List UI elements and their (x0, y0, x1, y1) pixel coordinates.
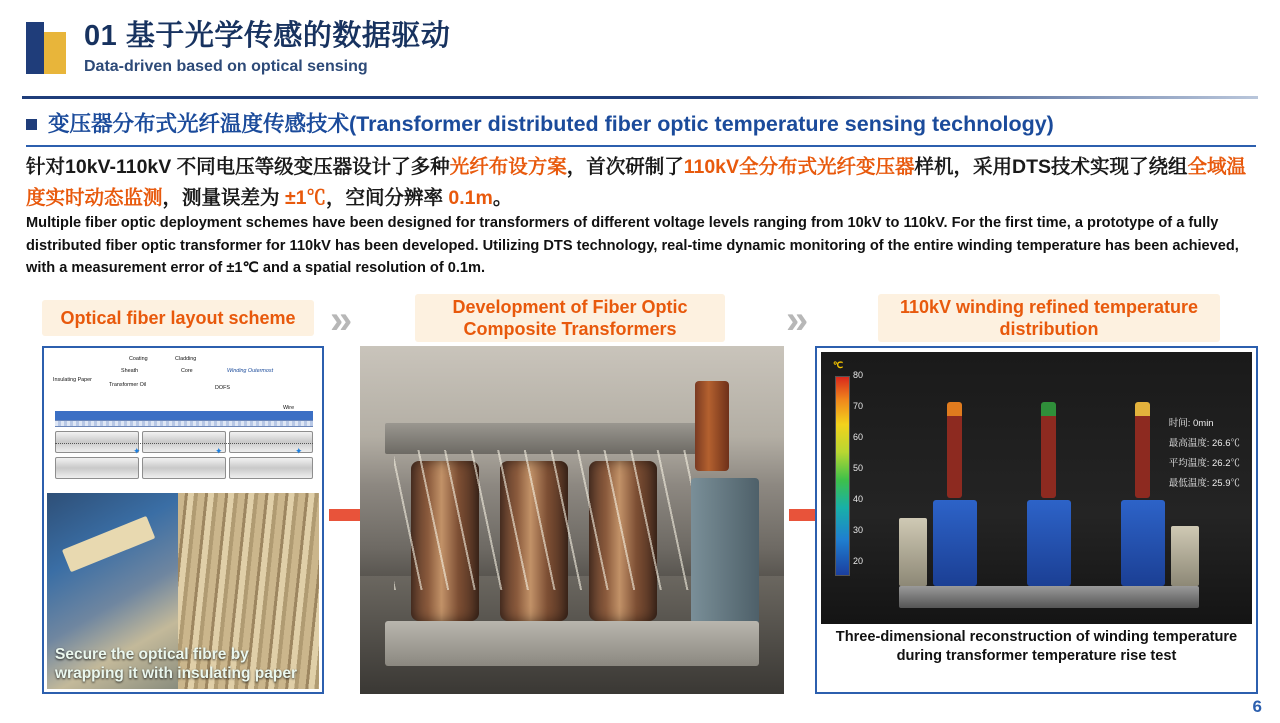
fiber-layout-diagram (47, 351, 319, 493)
model-bushing (1135, 402, 1150, 498)
coil-cell (55, 457, 139, 479)
header-text-group (84, 18, 450, 78)
panel-caption-middle: Development of Fiber Optic Composite Transformers (415, 294, 725, 342)
winding-fiber-band (55, 420, 313, 427)
dotted-guide-line (55, 443, 313, 444)
panel-temperature-distribution (815, 346, 1258, 694)
page-title: 01 基于光学传感的数据驱动 (84, 20, 451, 52)
bullet-square-icon (26, 119, 37, 130)
body-cn-highlight3: 全域温度实时动态监测 (26, 156, 1247, 209)
colorbar-unit-label: ℃ (833, 360, 844, 370)
label-cladding: Cladding (175, 356, 197, 362)
winding-band (55, 411, 313, 420)
label-wire: Wire (283, 405, 295, 411)
body-cn-part1: 针对10kV-110kV 不同电压等级变压器设计了多种 (26, 156, 450, 178)
label-transformer-oil: Transformer Oil (109, 382, 147, 388)
colorbar-tick: 70 (853, 401, 864, 411)
photo-caption: Secure the optical fibre by wrapping it with insulating paper (55, 646, 297, 682)
coil-cell (142, 457, 226, 479)
body-cn-part3: 样机，采用DTS技术实现了绕组 (914, 156, 1188, 178)
model-base (899, 586, 1199, 608)
label-winding-outermost: Winding Outermost (227, 368, 274, 374)
fiber-wrapping-photo (47, 493, 319, 689)
section-heading (26, 110, 1256, 138)
model-winding (1121, 500, 1165, 586)
body-cn-part4: ，测量误差为 (162, 187, 285, 209)
colorbar-tick: 20 (853, 556, 864, 566)
header-logo-mark (26, 22, 66, 74)
body-paragraph-en: Multiple fiber optic deployment schemes have been designed for transformers of different voltage levels ranging from 10kV to 110kV. For the first time, a prototype of a fully distributed fiber optic transformer for 110kV has been developed. Utilizing DTS technology, real-time dynamic monitoring of the entire winding temperature has been achieved, with a measurement error of ±1℃ and a spatial resolution of 0.1m. (26, 215, 1239, 276)
thermal-3d-view (821, 352, 1252, 624)
model-winding (933, 500, 977, 586)
label-core: Core (181, 368, 193, 374)
panel-row (0, 288, 1280, 708)
logo-bar-blue (26, 22, 44, 74)
section-title: 变压器分布式光纤温度传感技术(Transformer distributed fiber optic temperature sensing technology) (48, 112, 1054, 136)
colorbar (835, 376, 850, 576)
fiber-node-marker: ✦ (295, 446, 303, 456)
slide-header (0, 0, 1280, 96)
colorbar-tick: 50 (853, 463, 864, 473)
label-sheath: Sheath (121, 368, 139, 374)
body-cn-part2: ，首次研制了 (566, 156, 684, 178)
body-cn-highlight5: 0.1m (448, 187, 493, 209)
body-cn-part5: ，空间分辨率 (326, 187, 449, 209)
coil-row-lower (55, 457, 313, 479)
colorbar-ticks (853, 370, 883, 582)
panel-transformer-photo (360, 346, 784, 694)
label-insulating-paper: Insulating Paper (53, 377, 92, 383)
chevron-right-icon-2: » (786, 298, 803, 342)
panel-caption-left: Optical fiber layout scheme (42, 300, 314, 336)
page-number: 6 (1252, 697, 1262, 716)
colorbar-tick: 60 (853, 432, 864, 442)
colorbar-tick: 30 (853, 525, 864, 535)
model-winding (1027, 500, 1071, 586)
body-paragraph-cn (26, 152, 1258, 214)
fiber-node-marker: ✦ (133, 446, 141, 456)
body-cn-part6: 。 (492, 187, 513, 209)
chevron-right-icon-1: » (330, 298, 347, 342)
header-divider (22, 96, 1258, 99)
readout-avg-temp: 平均温度: 26.2℃ (1168, 458, 1240, 469)
transformer-base (385, 621, 758, 666)
model-bushing (1041, 402, 1056, 498)
coil-cell (55, 431, 139, 453)
arrow-shaft (329, 509, 363, 521)
body-cn-highlight4: ±1℃ (284, 187, 326, 209)
coil-row-upper (55, 431, 313, 453)
label-dofs: DOFS (215, 385, 230, 391)
panel-caption-right: 110kV winding refined temperature distribution (878, 294, 1220, 342)
label-coating: Coating (129, 356, 148, 362)
panel-optical-fiber-layout (42, 346, 324, 694)
section-divider (26, 145, 1256, 147)
transformer-yoke (385, 423, 707, 454)
body-cn-highlight2: 110kV全分布式光纤变压器 (683, 156, 915, 178)
thermal-transformer-model (899, 398, 1199, 608)
fiber-cables (394, 450, 691, 589)
colorbar-tick: 40 (853, 494, 864, 504)
right-panel-caption: Three-dimensional reconstruction of winding temperature during transformer temperature rise test (835, 629, 1238, 664)
readout-min-temp: 最低温度: 25.9℃ (1168, 478, 1240, 489)
transformer-bushing (695, 381, 729, 471)
fiber-node-marker: ✦ (215, 446, 223, 456)
readout-time: 时间: 0min (1168, 418, 1214, 429)
colorbar-tick: 80 (853, 370, 864, 380)
model-side-tank-right (1171, 526, 1199, 586)
transformer-tank (691, 478, 759, 624)
body-cn-highlight1: 光纤布设方案 (449, 156, 567, 178)
model-bushing (947, 402, 962, 498)
page-subtitle: Data-driven based on optical sensing (84, 58, 368, 75)
logo-bar-yellow (44, 32, 66, 74)
readout-max-temp: 最高温度: 26.6℃ (1168, 438, 1240, 449)
coil-cell (142, 431, 226, 453)
coil-cell (229, 457, 313, 479)
model-side-tank-left (899, 518, 927, 586)
